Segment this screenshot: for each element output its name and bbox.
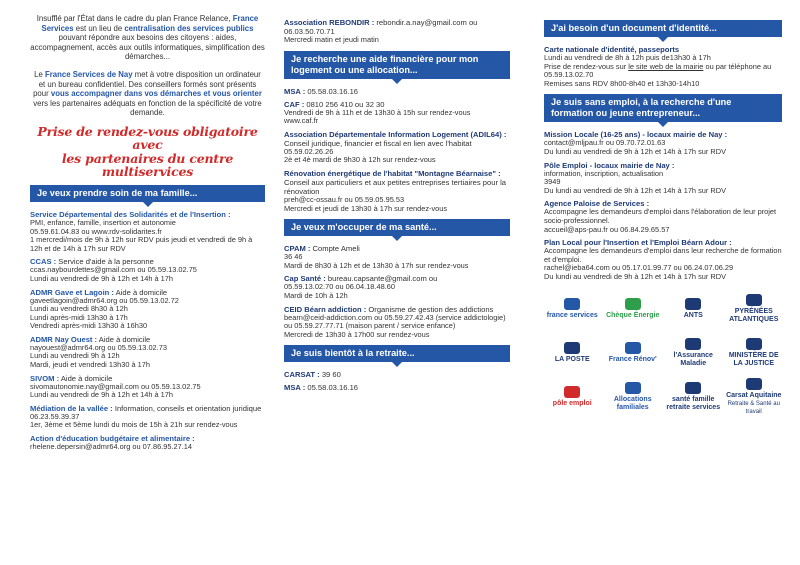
partner-logo <box>665 334 722 372</box>
service-entry <box>284 370 510 379</box>
service-description: 39 60 <box>319 370 341 380</box>
service-detail-line: 05.59.13.02.70 ou 06.04.18.48.60 <box>284 282 395 292</box>
service-detail-line: Du lundi au vendredi de 9h à 12h et 14h à 17h sur RDV <box>544 271 727 281</box>
service-detail-line: nayouest@admr64.org ou 05.59.13.02.73 <box>30 342 167 352</box>
partner-logo <box>605 290 662 328</box>
identity-entry: Carte nationale d'identité, passeports Lundi au vendredi de 8h à 12h puis de13h30 à 17h Prise de rendez-vous sur le site web de la mairie ou par téléphone au 05.59.13.02.70 Remises sans RDV 8h00-8h40 et 13h30-14h10 <box>544 45 772 88</box>
service-name: CCAS : Service d'aide à la personne <box>30 257 154 267</box>
service-detail-line: 1 mercredi/mois de 9h à 12h sur RDV puis jeudi et vendredi de 9h à 12h et de 14h à 17h sur RDV <box>30 235 253 253</box>
logo-mark-icon <box>746 294 762 306</box>
rebondir-entry: Association REBONDIR : rebondir.a.nay@gmail.com ou 06.03.50.70.71 Mercredi matin et jeudi matin <box>284 18 478 44</box>
service-detail-line: accueil@aps-pau.fr ou 06.84.29.65.57 <box>544 224 670 234</box>
service-entry <box>544 238 782 281</box>
partner-logo <box>726 378 783 416</box>
service-entry <box>30 374 265 400</box>
service-description: Service d'aide à la personne <box>56 257 154 267</box>
service-detail-line: Lundi au vendredi 9h à 12h <box>30 351 120 361</box>
family-entries <box>30 210 265 452</box>
logo-label: Chèque Énergie <box>606 311 660 319</box>
service-entry <box>284 244 510 270</box>
service-entry <box>284 100 510 126</box>
service-detail-line: rachel@ieba64.com ou 05.17.01.99.77 ou 06.24.07.06.29 <box>544 263 734 273</box>
service-detail-line: information, inscription, actualisation <box>544 168 664 178</box>
service-name: Plan Local pour l'Insertion et l'Emploi Béarn Adour : <box>544 238 732 248</box>
service-entry <box>30 257 265 283</box>
partner-logo <box>605 334 662 372</box>
logo-label: France Rénov' <box>608 355 657 363</box>
service-name: CARSAT : 39 60 <box>284 370 341 380</box>
partner-logo <box>726 290 783 328</box>
partner-logo <box>544 334 601 372</box>
service-entry <box>30 335 265 370</box>
service-entry <box>284 305 510 340</box>
service-description: 05.58.03.16.16 <box>305 86 359 96</box>
service-description: 0810 256 410 ou 32 30 <box>304 99 385 109</box>
housing-entries <box>284 87 510 214</box>
service-name: CPAM : Compte Ameli <box>284 244 360 254</box>
service-name: Mission Locale (16-25 ans) - locaux mairie de Nay : <box>544 130 728 140</box>
logo-mark-icon <box>746 338 762 350</box>
service-entry <box>544 130 782 156</box>
service-detail-line: Lundi au vendredi de 9h à 12h et 14h à 17h <box>30 390 174 400</box>
column-housing-health <box>284 0 510 565</box>
mairie-website-link[interactable]: le site web de la mairie <box>628 61 704 71</box>
service-detail-line: Lundi après-midi 13h30 à 17h <box>30 312 128 322</box>
service-detail-line: gaveetlagoin@admr64.org ou 05.59.13.02.72 <box>30 295 179 305</box>
service-detail-line: 06.23.59.39.37 <box>30 411 80 421</box>
service-name: Rénovation énergétique de l'habitat "Montagne Béarnaise" : Conseil aux particuliers et aux petites entreprises tertiaires pour la rénovation <box>284 168 507 196</box>
section-banner-retirement: Je suis bientôt à la retraite... <box>284 345 510 362</box>
service-description: Information, conseils et orientation juridique <box>112 403 262 413</box>
service-detail-line: Du lundi au vendredi de 9h à 12h et 14h à 17h sur RDV <box>544 146 727 156</box>
logo-mark-icon <box>685 298 701 310</box>
partner-logo <box>665 290 722 328</box>
service-detail-line: www.caf.fr <box>284 116 319 126</box>
logo-label: MINISTÈRE DE LA JUSTICE <box>728 351 779 367</box>
service-detail-line: Mardi, jeudi et vendredi 13h30 à 17h <box>30 360 150 370</box>
logo-label: Carsat Aquitaine <box>726 391 782 399</box>
partner-logo <box>544 290 601 328</box>
service-detail-line: 3949 <box>544 177 561 187</box>
service-detail-line: rhelene.depersin@admr64.org ou 07.86.95.27.14 <box>30 442 192 452</box>
column-identity-employment <box>544 0 782 565</box>
service-detail-line: 05.59.02.26.26 <box>284 146 334 156</box>
service-detail-line: 36 46 <box>284 252 303 262</box>
service-detail-line: 05.59.61.04.83 ou www.rdv-solidarites.fr <box>30 226 162 236</box>
logo-label: l'Assurance Maladie <box>673 351 713 367</box>
service-detail-line: Lundi au vendredi 8h30 à 12h <box>30 304 128 314</box>
service-description: Compte Ameli <box>310 244 360 254</box>
service-name: Pôle Emploi - locaux mairie de Nay : <box>544 160 675 170</box>
logo-mark-icon <box>685 382 701 394</box>
service-detail-line: contact@mljpau.fr ou 09.70.72.01.63 <box>544 138 666 148</box>
partner-logo <box>726 334 783 372</box>
service-entry <box>30 434 265 452</box>
logo-mark-icon <box>564 342 580 354</box>
service-name: CAF : 0810 256 410 ou 32 30 <box>284 99 385 109</box>
carsat-subtitle: Retraite & Santé au travail <box>727 400 780 415</box>
partner-logo <box>665 378 722 416</box>
service-name: ADMR Nay Ouest : Aide à domicile <box>30 334 151 344</box>
appointment-title: Prise de rendez-vous obligatoire avec les partenaires du centre multiservices <box>37 123 258 180</box>
service-description: Aide à domicile <box>97 334 151 344</box>
service-entry <box>284 87 510 96</box>
service-detail-line: Mardi de 10h à 12h <box>284 290 348 300</box>
logo-label: pôle emploi <box>552 399 592 407</box>
service-entry <box>544 199 782 234</box>
partner-logo <box>544 378 601 416</box>
service-detail-line: Mardi de 8h30 à 12h et de 13h30 à 17h sur rendez-vous <box>284 260 469 270</box>
service-detail-line: Mercredi de 13h30 à 17h00 sur rendez-vous <box>284 329 430 339</box>
logo-label: france services <box>546 311 598 319</box>
service-description: Conseil aux particuliers et aux petites entreprises tertiaires pour la rénovation <box>284 177 507 196</box>
service-name: Action d'éducation budgétaire et alimentaire : <box>30 434 195 444</box>
service-detail-line: Du lundi au vendredi de 9h à 12h et 14h à 17h sur RDV <box>544 185 727 195</box>
logo-mark-icon <box>746 378 762 390</box>
logo-label: PYRÉNÉES ATLANTIQUES <box>729 307 779 323</box>
service-name: Cap Santé : bureau.capsante@gmail.com ou <box>284 274 438 284</box>
service-entry <box>284 169 510 213</box>
logo-mark-icon <box>625 298 641 310</box>
service-name: MSA : 05.58.03.16.16 <box>284 86 359 96</box>
service-name: MSA : 05.58.03.16.16 <box>284 383 359 393</box>
logo-label: LA POSTE <box>554 355 590 363</box>
service-detail-line: PMI, enfance, famille, insertion et autonomie <box>30 217 176 227</box>
service-entry <box>284 383 510 392</box>
logo-mark-icon <box>625 342 641 354</box>
service-detail-line: 1er, 3ème et 5ème lundi du mois de 15h à 21h sur rendez-vous <box>30 420 238 430</box>
service-name: SIVOM : Aide à domicile <box>30 373 113 383</box>
service-detail-line: preh@cc-ossau.fr ou 05.59.05.95.53 <box>284 194 405 204</box>
partner-logo <box>605 378 662 416</box>
service-detail-line: ccas.naybourdettes@gmail.com ou 05.59.13.02.75 <box>30 265 197 275</box>
service-entry <box>30 288 265 331</box>
logo-mark-icon <box>564 298 580 310</box>
service-name: ADMR Gave et Lagoin : Aide à domicile <box>30 287 168 297</box>
service-detail-line: Lundi au vendredi de 9h à 12h et 14h à 17h <box>30 273 174 283</box>
column-family <box>30 0 265 565</box>
health-entries <box>284 244 510 339</box>
service-detail-line: Vendredi de 9h à 11h et de 13h30 à 15h sur rendez-vous <box>284 107 471 117</box>
employment-entries <box>544 130 782 281</box>
service-detail-line: 2è et 4è mardi de 9h30 à 12h sur rendez-vous <box>284 155 436 165</box>
service-description: Aide à domicile <box>59 373 113 383</box>
logo-label: ANTS <box>683 311 703 319</box>
logo-label: santé famille retraite services <box>666 395 721 411</box>
service-description: Aide à domicile <box>113 287 168 297</box>
service-entry <box>30 210 265 253</box>
partner-logos <box>544 290 782 416</box>
service-name: Agence Paloise de Services : <box>544 199 650 209</box>
section-banner-health: Je veux m'occuper de ma santé... <box>284 219 510 236</box>
section-banner-housing: Je recherche une aide financière pour mon logement ou une allocation... <box>284 51 510 79</box>
service-detail-line: Vendredi après-midi 13h30 à 16h30 <box>30 321 148 331</box>
logo-label: Allocations familiales <box>613 395 652 411</box>
service-description: Conseil juridique, financier et fiscal en lien avec l'habitat <box>284 138 472 148</box>
service-name: Médiation de la vallée : Information, conseils et orientation juridique <box>30 403 262 413</box>
service-description: Organisme de gestion des addictions <box>366 304 494 314</box>
logo-mark-icon <box>685 338 701 350</box>
logo-mark-icon <box>625 382 641 394</box>
service-detail-line: Mercredi et jeudi de 13h30 à 17h sur rendez-vous <box>284 203 448 213</box>
service-name: CEID Béarn addiction : Organisme de gestion des addictions <box>284 304 494 314</box>
service-detail-line: Accompagne les demandeurs d'emploi dans leur recherche de formation et d'emploi. <box>544 246 782 264</box>
section-banner-employment: Je suis sans emploi, à la recherche d'une formation ou jeune entrepreneur... <box>544 94 782 122</box>
service-description: 05.58.03.16.16 <box>305 383 359 393</box>
service-name: Service Départemental des Solidarités et de l'Insertion : <box>30 209 231 219</box>
service-entry <box>284 130 510 165</box>
service-entry <box>544 161 782 196</box>
intro-paragraph-1: Insufflé par l'État dans le cadre du plan France Relance, France Services est un lieu de centralisation des services publics pouvant répondre aux besoins des citoyens : aides, accompagnement, accès aux outils informatiques, simplification des démarches... <box>30 14 265 62</box>
service-detail-line: bearn@ceid-addiction.com ou 05.59.27.42.43 (service addictologie) ou 05.59.27.77.71 (maison parent / service enfance) <box>284 312 506 331</box>
service-description: bureau.capsante@gmail.com ou <box>325 274 438 284</box>
service-entry <box>284 274 510 300</box>
service-detail-line: Accompagne les demandeurs d'emploi dans l'élaboration de leur projet socio-professionnel. <box>544 207 777 225</box>
retirement-entries <box>284 370 510 392</box>
section-banner-family: Je veux prendre soin de ma famille... <box>30 185 265 202</box>
service-entry <box>30 404 265 430</box>
intro-paragraph-2: Le France Services de Nay met à votre disposition un ordinateur et un bureau confidentiel. Des conseillers formés sont présents pour vous accompagner dans vos démarches et vous orienter vers les partenaires adéquats en fonction de la spécificité de votre demande. <box>33 69 262 118</box>
section-banner-identity: J'ai besoin d'un document d'identité... <box>544 20 782 37</box>
logo-mark-icon <box>564 386 580 398</box>
service-name: Association Départementale Information Logement (ADIL64) : Conseil juridique, financier et fiscal en lien avec l'habitat <box>284 129 507 148</box>
service-detail-line: sivomautonomie.nay@gmail.com ou 05.59.13.02.75 <box>30 381 201 391</box>
